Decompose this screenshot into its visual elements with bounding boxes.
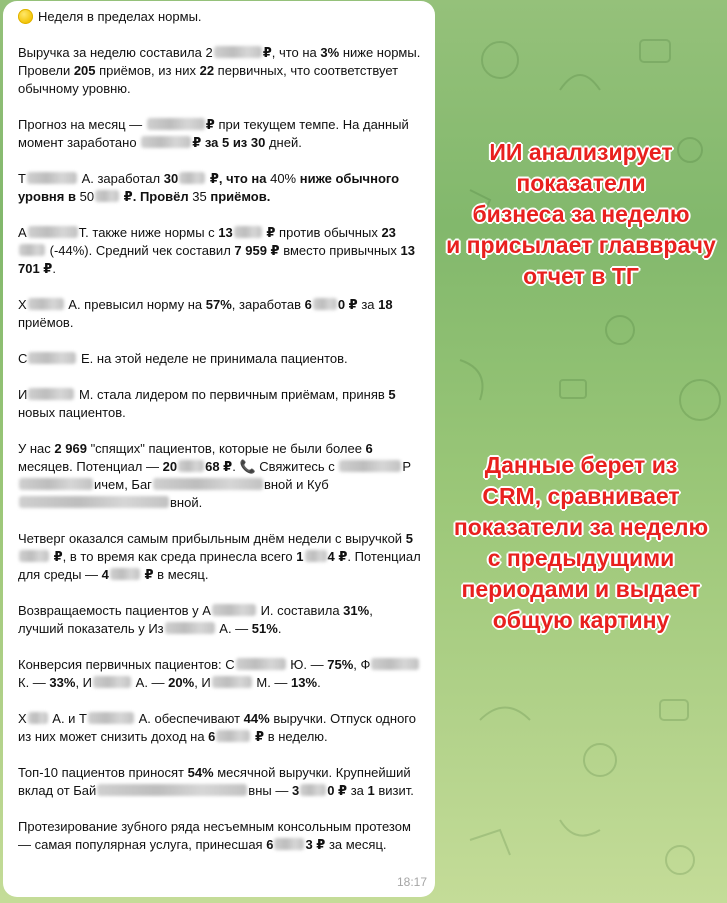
message-timestamp: 18:17 [396,875,427,889]
paragraph-conversion: Конверсия первичных пациентов: С Ю. — 75%, Ф К. — 33%, И А. — 20%, И М. — 13%. [18,656,421,692]
paragraph-revenue: Выручка за неделю составила 2 ₽, что на 3% ниже нормы. Провели 205 приёмов, из них 22 первичных, что соответствует обычному уровню. [18,45,421,96]
status-line: Неделя в пределах нормы. [18,8,421,26]
paragraph-thursday: Четверг оказался самым прибыльным днём недели с выручкой 5 ₽, в то время как среда принесла всего 1 4 ₽. Потенциал для среды — 4 ₽ в месяц. [18,531,421,582]
paragraph-forecast: Прогноз на месяц — ₽ при текущем темпе. На данный момент заработано ₽ за 5 из 30 дней. [18,117,409,150]
paragraph-revenue-share: Х А. и Т А. обеспечивают 44% выручки. Отпуск одного из них может снизить доход на 6 ₽ в неделю. [18,711,416,744]
annotation-bottom: Данные берет из CRM, сравнивает показатели за неделю с предыдущими периодами и выдает общую картину [453,452,709,633]
paragraph-doctor-4: С Е. на этой неделе не принимала пациентов. [18,351,348,366]
yellow-circle-icon [18,9,33,24]
chat-message-bubble[interactable] [3,1,435,897]
paragraph-doctor-5: И М. стала лидером по первичным приёмам, приняв 5 новых пациентов. [18,387,396,420]
paragraph-sleeping-patients: У нас 2 969 "спящих" пациентов, которые не были более 6 месяцев. Потенциал — 20 68 ₽. 📞 Свяжитесь с Ричем, Баг вной и Кубвной. [18,441,412,510]
paragraph-doctor-1: Т А. заработал 30 ₽, что на 40% ниже обычного уровня в 50 ₽. Провёл 35 приёмов. [18,171,400,204]
paragraph-top10: Топ-10 пациентов приносят 54% месячной выручки. Крупнейший вклад от Бай вны — 3 0 ₽ за 1 визит. [18,765,414,798]
paragraph-popular-service: Протезирование зубного ряда несъемным консольным протезом — самая популярная услуга, принесшая 6 3 ₽ за месяц. [18,819,411,852]
paragraph-doctor-3: Х А. превысил норму на 57%, заработав 6 0 ₽ за 18 приёмов. [18,297,393,330]
paragraph-retention: Возвращаемость пациентов у А И. составила 31%, лучший показатель у Из А. — 51%. [18,603,373,636]
annotation-top: ИИ анализирует показатели бизнеса за неделю и присылает главврачу отчет в ТГ [446,139,716,289]
paragraph-doctor-2: А Т. также ниже нормы с 13 ₽ против обычных 23 (-44%). Средний чек составил 7 959 ₽ вместо привычных 13 701 ₽. [18,225,415,276]
